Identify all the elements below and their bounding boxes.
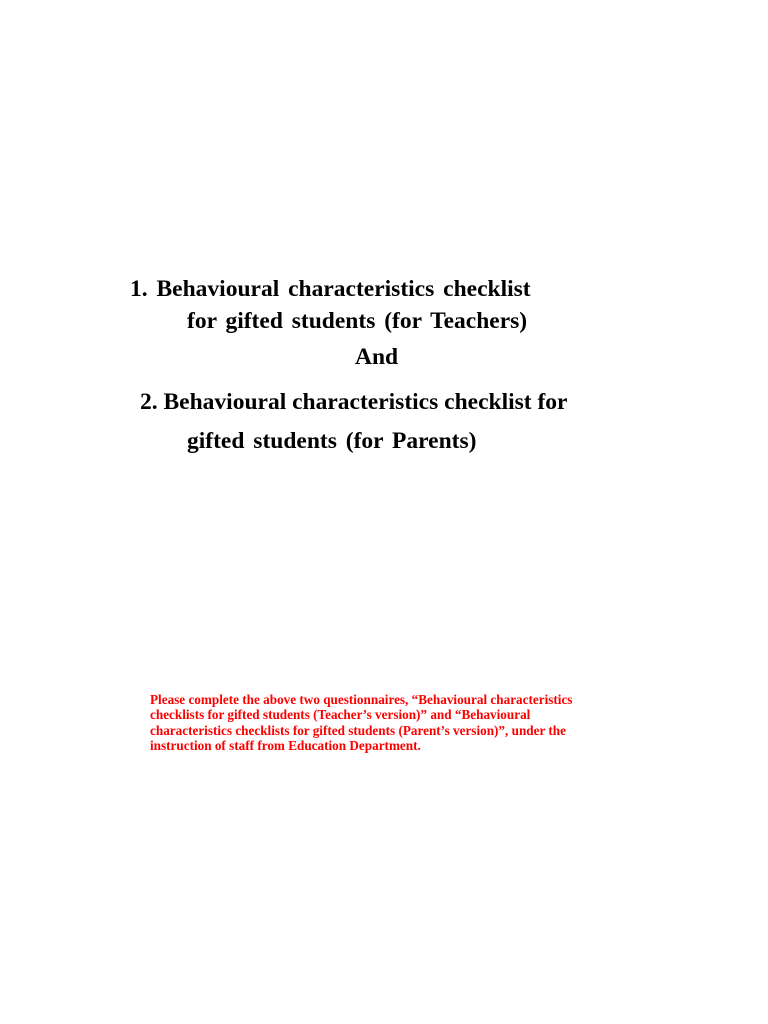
instruction-line: checklists for gifted students (Teacher’s version)” and “Behavioural xyxy=(150,707,531,723)
instruction-line: characteristics checklists for gifted students (Parent’s version)”, under the xyxy=(150,722,566,738)
title-conjunction: And xyxy=(355,344,399,370)
instruction-line: Please complete the above two questionnaires, “Behavioural characteristics xyxy=(150,692,573,707)
instruction-note xyxy=(150,692,670,753)
title-item-2-line-2: gifted students (for Parents) xyxy=(187,428,477,454)
title-item-1-line-1: 1. Behavioural characteristics checklist xyxy=(130,276,531,302)
instruction-line: instruction of staff from Education Department. xyxy=(150,737,421,753)
title-item-1-line-2: for gifted students (for Teachers) xyxy=(187,308,528,334)
title-item-2-line-1: 2. Behavioural characteristics checklist for xyxy=(140,389,568,415)
